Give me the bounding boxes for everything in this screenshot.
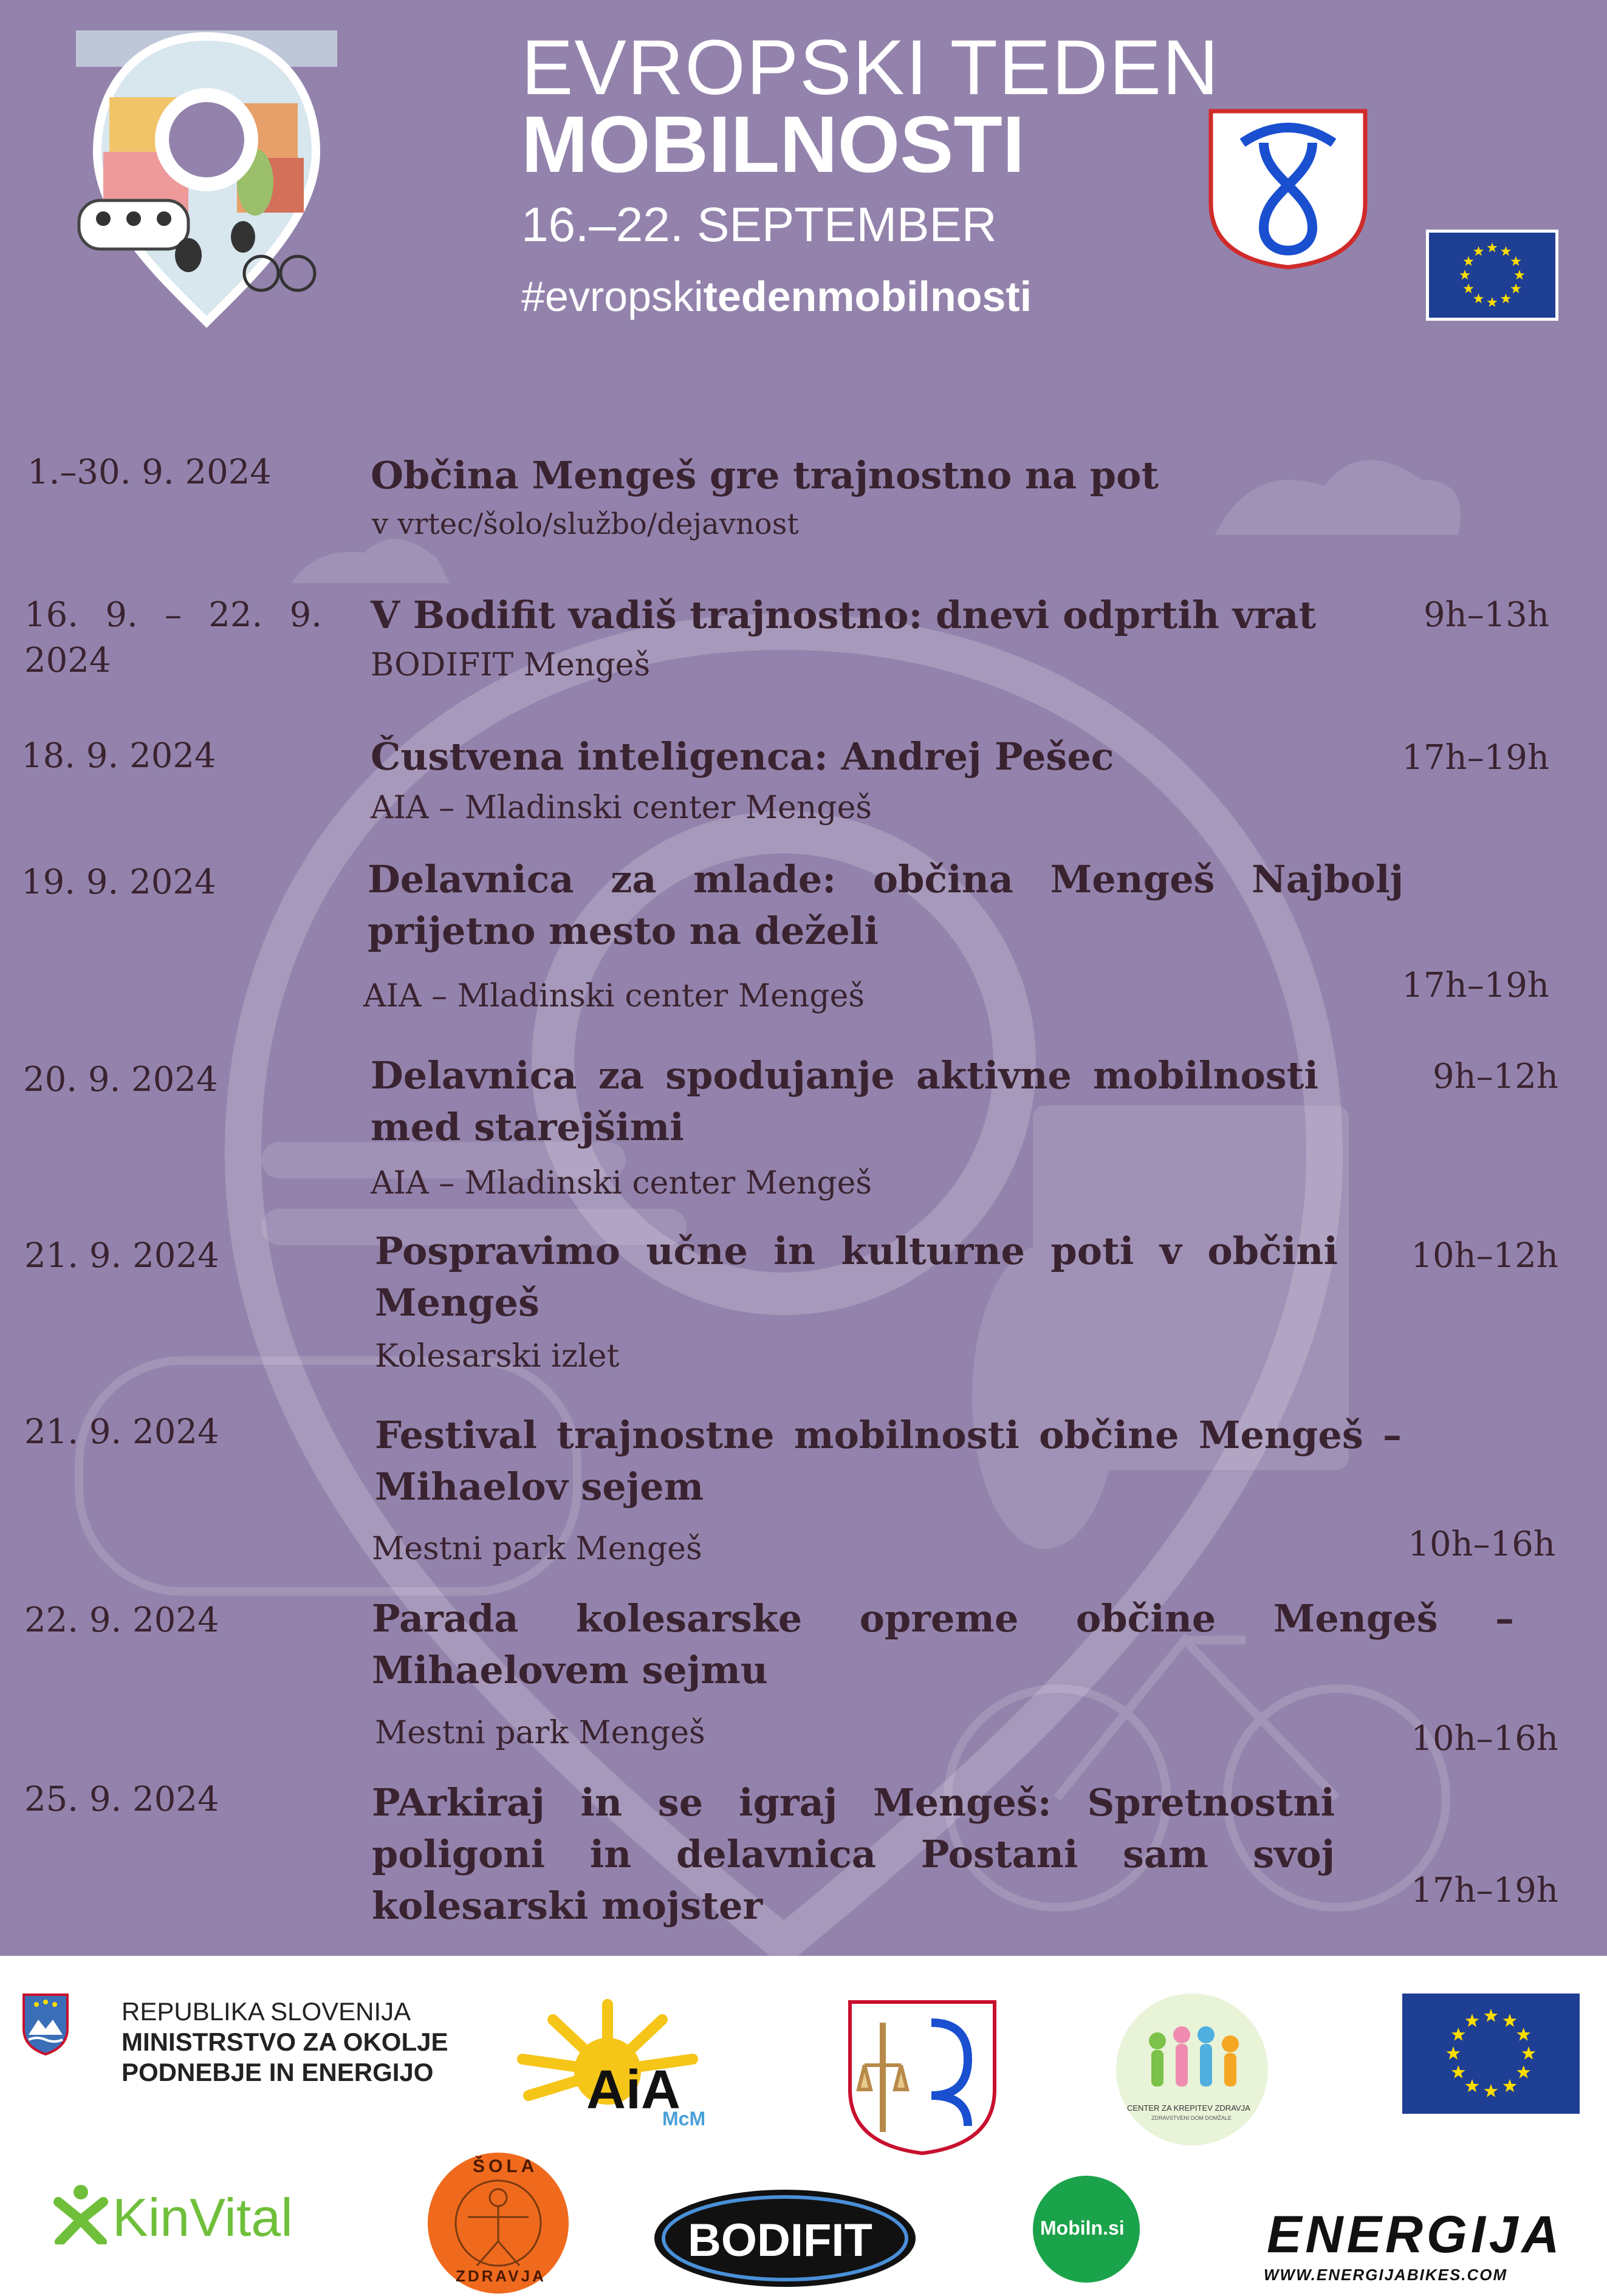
header-dates: 16.–22. SEPTEMBER: [521, 197, 997, 251]
event-date: 21. 9. 2024: [24, 1236, 219, 1276]
ckz-logo-text: CENTER ZA KREPITEV ZDRAVJA: [1127, 2103, 1250, 2113]
sola-logo-top: ŠOLA: [473, 2156, 538, 2176]
sponsors-footer: [0, 1956, 1607, 2296]
event-subtitle: BODIFIT Mengeš: [371, 647, 651, 683]
energija-logo-text: ENERGIJA: [1267, 2205, 1563, 2264]
event-date: 21. 9. 2024: [24, 1412, 219, 1452]
event-title: Čustvena inteligenca: Andrej Pešec: [371, 734, 1114, 779]
event-subtitle: AIA – Mladinski center Mengeš: [371, 790, 872, 826]
menges-coat-of-arms-footer: [846, 1998, 998, 2156]
event-time: 10h–16h: [1411, 1719, 1558, 1758]
hashtag-bold: tedenmobilnosti: [703, 273, 1032, 320]
sola-logo-bottom: ZDRAVJA: [456, 2267, 546, 2285]
event-title: Pospravimo učne in kulturne poti v občini Mengeš: [375, 1229, 1338, 1325]
event-time: 10h–12h: [1411, 1236, 1558, 1276]
bodifit-logo-text: BODIFIT: [688, 2215, 872, 2266]
slovenia-coat-of-arms: [21, 1992, 70, 2056]
event-date: 18. 9. 2024: [21, 736, 216, 776]
event-subtitle: v vrtec/šolo/službo/dejavnost: [372, 507, 799, 541]
ministry-line2: MINISTRSTVO ZA OKOLJE: [122, 2028, 448, 2056]
header-title-line2: MOBILNOSTI: [521, 100, 1025, 189]
eu-flag-icon-footer: [1402, 1994, 1580, 2114]
kinvital-icon: [53, 2184, 108, 2244]
mobiln-logo-text: Mobiln.si: [1040, 2217, 1125, 2239]
event-title: PArkiraj in se igraj Mengeš: Spretnostni poligoni in delavnica Postani sam svoj kolesarski mojster: [372, 1780, 1335, 1928]
event-title: Delavnica za mlade: občina Mengeš Najbolj prijetno mesto na deželi: [368, 857, 1403, 953]
mobility-week-logo: [67, 18, 346, 334]
event-subtitle: Kolesarski izlet: [375, 1338, 620, 1375]
event-time: 9h–13h: [1423, 595, 1549, 635]
event-date: 22. 9. 2024: [24, 1601, 219, 1640]
event-date: 1.–30. 9. 2024: [27, 453, 272, 492]
header-title-line1: EVROPSKI TEDEN: [521, 24, 1220, 111]
event-title: Festival trajnostne mobilnosti občine Mengeš – Mihaelov sejem: [375, 1413, 1402, 1509]
eu-flag-icon: [1426, 230, 1558, 321]
event-subtitle: Mestni park Mengeš: [372, 1531, 702, 1567]
event-subtitle: AIA – Mladinski center Mengeš: [363, 978, 865, 1014]
event-title: Občina Mengeš gre trajnostno na pot: [371, 453, 1159, 497]
event-date: 16. 9. – 22. 9. 2024: [24, 595, 322, 680]
hashtag-light: #evropski: [521, 273, 704, 320]
event-title: Delavnica za spodujanje aktivne mobilnosti med starejšimi: [371, 1053, 1318, 1149]
kinvital-logo-text: KinVital: [112, 2187, 293, 2247]
event-title: V Bodifit vadiš trajnostno: dnevi odprtih vrat: [371, 593, 1317, 637]
ministry-line1: REPUBLIKA SLOVENIJA: [122, 1997, 411, 2026]
event-date: 19. 9. 2024: [21, 863, 216, 902]
header-hashtag: [521, 275, 1032, 318]
event-time: 9h–12h: [1432, 1057, 1558, 1096]
ckz-logo-subtext: ZDRAVSTVENI DOM DOMŽALE: [1151, 2115, 1232, 2121]
menges-coat-of-arms: [1206, 106, 1370, 270]
event-title: Parada kolesarske opreme občine Mengeš – Mihaelovem sejmu: [372, 1596, 1514, 1692]
event-subtitle: Mestni park Mengeš: [375, 1715, 705, 1751]
event-subtitle: AIA – Mladinski center Mengeš: [371, 1165, 872, 1201]
event-time: 17h–19h: [1402, 738, 1549, 777]
event-time: 17h–19h: [1411, 1871, 1558, 1910]
ministry-line3: PODNEBJE IN ENERGIJO: [122, 2058, 434, 2086]
event-time: 10h–16h: [1408, 1525, 1555, 1564]
event-date: 25. 9. 2024: [24, 1780, 219, 1819]
aia-logo-text: AiA: [586, 2060, 680, 2120]
aia-logo-subtext: McM: [662, 2108, 706, 2130]
ckz-logo: [1115, 1992, 1270, 2147]
energija-url: WWW.ENERGIJABIKES.COM: [1264, 2266, 1508, 2284]
event-time: 17h–19h: [1402, 966, 1549, 1005]
event-date: 20. 9. 2024: [23, 1060, 218, 1099]
